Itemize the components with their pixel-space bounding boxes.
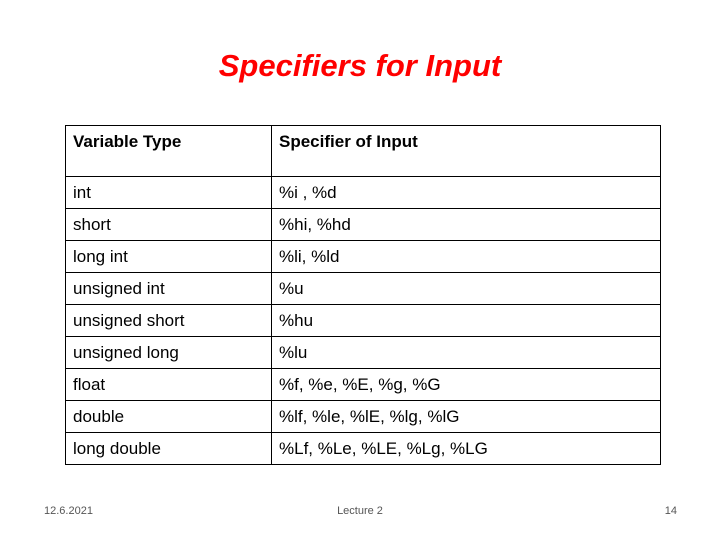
footer-page-number: 14 [664, 505, 677, 517]
specifier-cell: %Lf, %Le, %LE, %Lg, %LG [272, 433, 661, 465]
variable-type-cell: float [66, 369, 272, 401]
specifier-cell: %f, %e, %E, %g, %G [272, 369, 661, 401]
footer-date: 12.6.2021 [44, 505, 93, 517]
specifier-cell: %u [272, 273, 661, 305]
footer-lecture: Lecture 2 [337, 505, 383, 517]
table-row [66, 209, 661, 241]
table-row [66, 241, 661, 273]
specifier-cell: %hi, %hd [272, 209, 661, 241]
table-row [66, 369, 661, 401]
header-variable-type: Variable Type [66, 126, 272, 177]
variable-type-cell: long double [66, 433, 272, 465]
table-row [66, 273, 661, 305]
table-header-row [66, 126, 661, 177]
specifier-cell: %li, %ld [272, 241, 661, 273]
slide-title: Specifiers for Input [218, 48, 502, 83]
header-specifier: Specifier of Input [272, 126, 661, 177]
specifier-table [65, 125, 661, 465]
variable-type-cell: unsigned long [66, 337, 272, 369]
variable-type-cell: unsigned int [66, 273, 272, 305]
table-row [66, 401, 661, 433]
specifier-cell: %hu [272, 305, 661, 337]
specifier-cell: %lu [272, 337, 661, 369]
specifier-cell: %lf, %le, %lE, %lg, %lG [272, 401, 661, 433]
table-row [66, 337, 661, 369]
variable-type-cell: unsigned short [66, 305, 272, 337]
variable-type-cell: long int [66, 241, 272, 273]
variable-type-cell: double [66, 401, 272, 433]
table-row [66, 305, 661, 337]
variable-type-cell: int [66, 177, 272, 209]
variable-type-cell: short [66, 209, 272, 241]
table-row [66, 433, 661, 465]
specifier-cell: %i , %d [272, 177, 661, 209]
table-row [66, 177, 661, 209]
